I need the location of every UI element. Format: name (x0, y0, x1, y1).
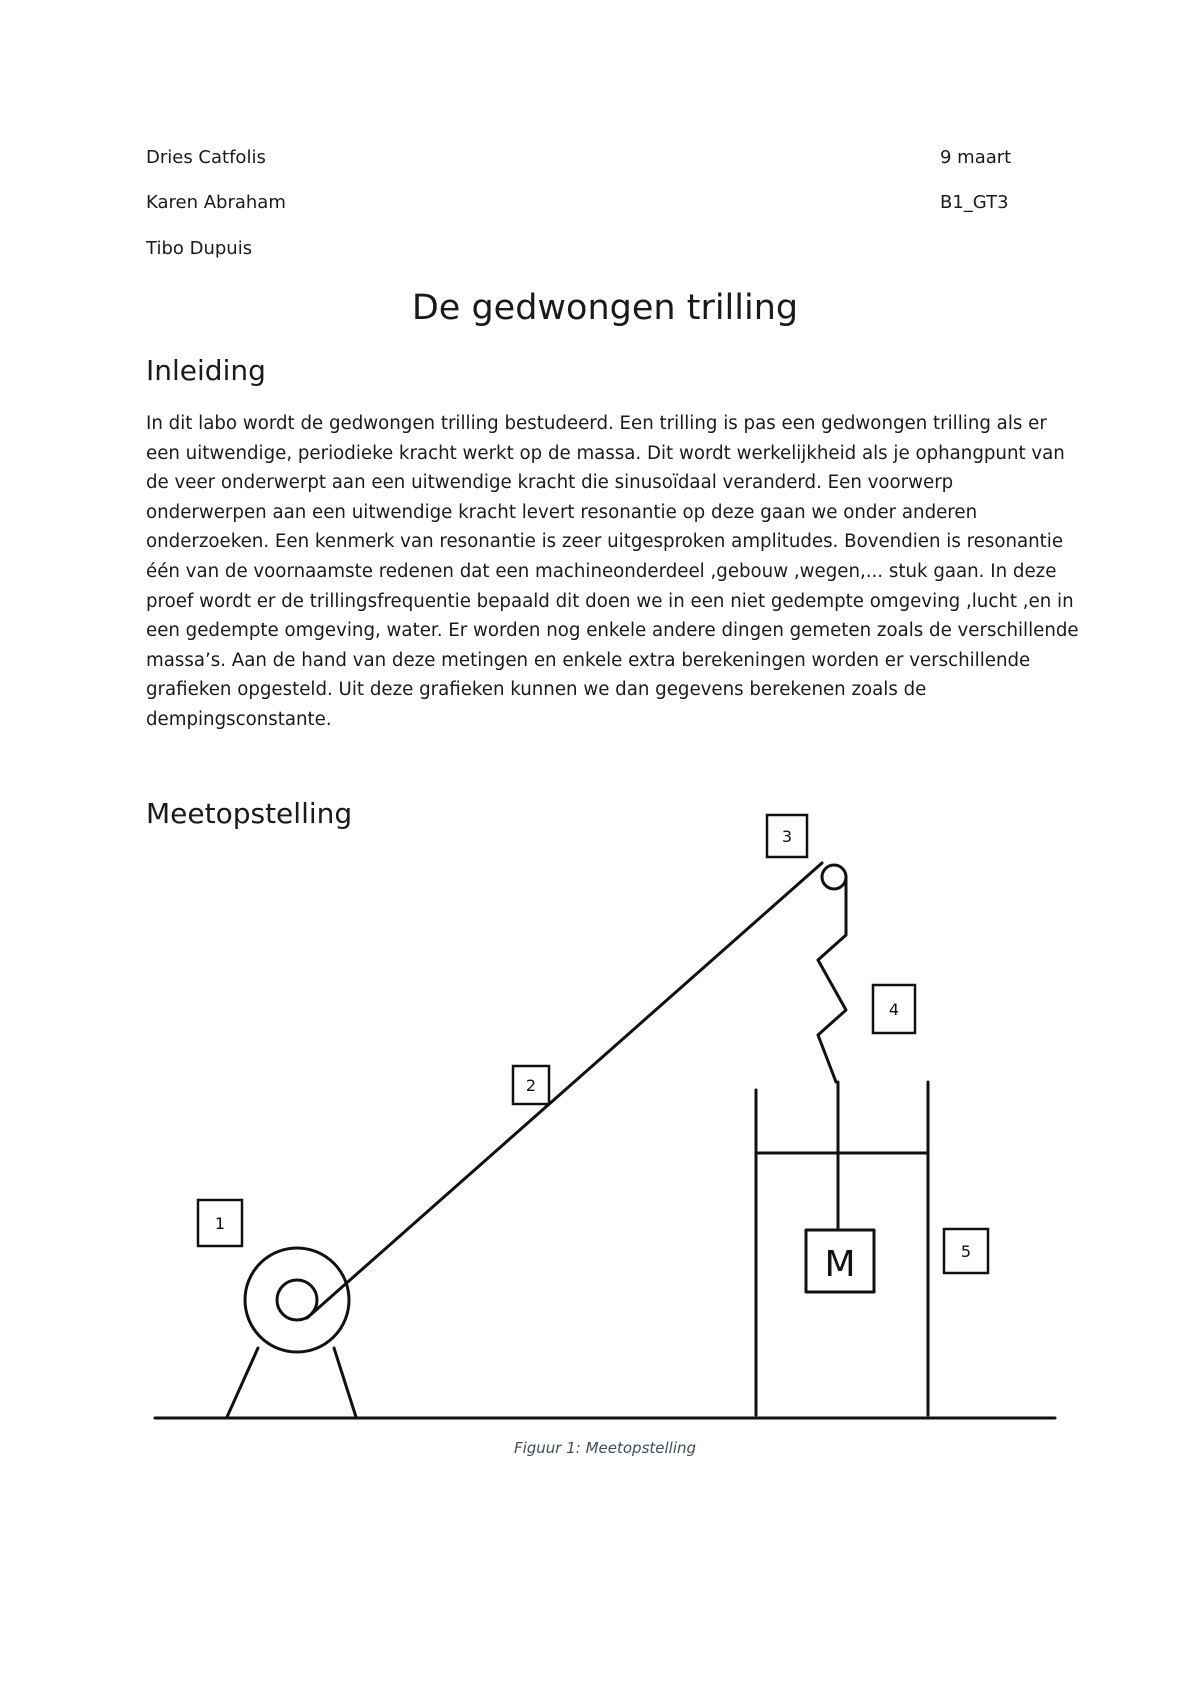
figure-label-3: 3 (781, 827, 793, 846)
motor-leg (227, 1348, 258, 1417)
paragraph-line: één van de voornaamste redenen dat een machineonderdeel ,gebouw ,wegen,... stuk gaan. In deze (146, 560, 1057, 582)
paragraph-line: massa’s. Aan de hand van deze metingen en enkele extra berekeningen worden er verschillende (146, 649, 1031, 671)
figure-label-2: 2 (525, 1076, 537, 1095)
figure-label-5: 5 (960, 1242, 972, 1261)
paragraph-line: een gedempte omgeving, water. Er worden nog enkele andere dingen gemeten zoals de verschillende (146, 620, 1079, 642)
document-title: De gedwongen trilling (411, 288, 799, 328)
figure-label-4: 4 (888, 1000, 900, 1019)
paragraph-line: onderzoeken. Een kenmerk van resonantie is zeer uitgesproken amplitudes. Bovendien is resonantie (146, 531, 1064, 553)
pulley (822, 865, 846, 889)
report-date: 9 maart (940, 147, 1012, 168)
paragraph-line: proef wordt er de trillingsfrequentie bepaald dit doen we in een niet gedempte omgeving ,lucht ,en in (146, 590, 1074, 612)
section-heading-meetopstelling: Meetopstelling (146, 797, 353, 830)
motor-leg (334, 1348, 356, 1417)
author-name: Dries Catfolis (146, 147, 266, 168)
group-code: B1_GT3 (940, 192, 1009, 213)
paragraph-line: onderwerpen aan een uitwendige kracht levert resonantie op deze gaan we onder anderen (146, 501, 978, 523)
motor-wheel (245, 1248, 349, 1352)
figure-caption: Figuur 1: Meetopstelling (513, 1439, 697, 1457)
section-heading-inleiding: Inleiding (146, 354, 266, 387)
author-name: Karen Abraham (146, 192, 286, 213)
paragraph-line: In dit labo wordt de gedwongen trilling bestudeerd. Een trilling is pas een gedwongen trilling als er (146, 413, 1047, 434)
author-name: Tibo Dupuis (146, 238, 253, 259)
paragraph-line: grafieken opgesteld. Uit deze grafieken kunnen we dan gegevens berekenen zoals de (146, 679, 927, 701)
paragraph-line: dempingsconstante. (146, 708, 332, 730)
paragraph-line: de veer onderwerpt aan een uitwendige kracht die sinusoïdaal veranderd. Een voorwerp (146, 472, 954, 494)
paragraph-line: een uitwendige, periodieke kracht werkt op de massa. Dit wordt werkelijkheid als je ophangpunt van (146, 442, 1065, 464)
mass-label: M (824, 1244, 856, 1285)
figure-label-1: 1 (214, 1214, 226, 1233)
spring (818, 877, 846, 1082)
string-line (307, 863, 822, 1318)
